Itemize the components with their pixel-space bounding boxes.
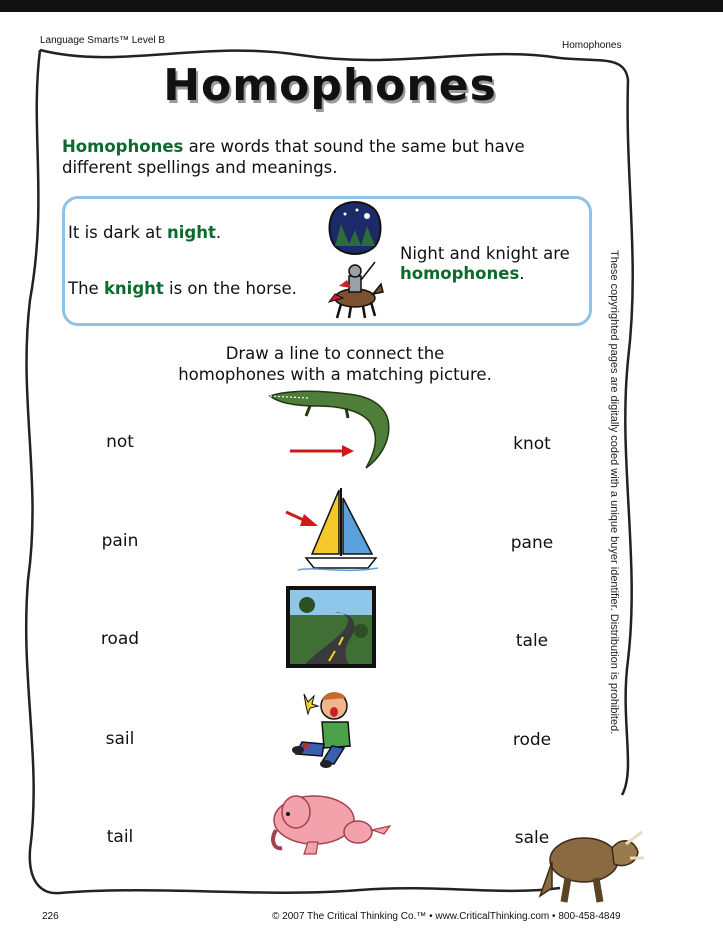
instructions-line-2: homophones with a matching picture. [178, 365, 492, 384]
intro-rest: are words that sound the same but have different spellings and meanings. [62, 137, 525, 177]
intro-text [62, 136, 542, 178]
example-line-2-end: is on the horse. [163, 279, 297, 298]
example-note-word: homophones [400, 264, 520, 283]
page-number: 226 [42, 911, 59, 922]
right-word-tale[interactable]: tale [515, 631, 549, 651]
left-word-not[interactable]: not [106, 432, 134, 452]
sailboat-icon[interactable] [284, 484, 380, 572]
header-series: Language Smarts™ Level B [40, 35, 166, 46]
right-word-pane[interactable]: pane [510, 533, 554, 553]
footer-copyright: © 2007 The Critical Thinking Co.™ • www.CriticalThinking.com • 800-458-4849 [272, 911, 621, 922]
example-line-1-end: . [215, 223, 222, 242]
example-line-1-text: It is dark at [68, 223, 167, 242]
example-note [400, 244, 590, 284]
left-word-road[interactable]: road [100, 629, 140, 649]
alligator-icon[interactable] [268, 386, 394, 474]
example-line-2 [68, 279, 297, 298]
left-word-pain[interactable]: pain [101, 531, 139, 551]
instructions [160, 343, 510, 385]
instructions-line-1: Draw a line to connect the [225, 344, 445, 363]
triceratops-icon [538, 818, 644, 906]
right-word-knot[interactable]: knot [513, 434, 551, 454]
header-topic: Homophones [562, 40, 622, 51]
hurt-boy-icon[interactable] [292, 684, 366, 770]
knight-on-horse-icon [325, 258, 385, 320]
copyright-side-notice: These copyrighted pages are digitally coded with a unique buyer identifier. Distribution is prohibited. [608, 250, 620, 735]
example-line-1 [68, 223, 221, 242]
example-word-night: night [167, 223, 216, 242]
left-word-sail[interactable]: sail [105, 729, 135, 749]
intro-term: Homophones [62, 137, 184, 156]
elephant-icon[interactable] [268, 790, 398, 858]
page-title: Homophones [163, 60, 497, 111]
example-note-text: Night and knight are [400, 244, 570, 263]
right-word-rode[interactable]: rode [512, 730, 552, 750]
right-word-sale[interactable]: sale [514, 828, 550, 848]
night-scene-icon [327, 200, 383, 256]
example-note-end: . [519, 264, 525, 283]
road-picture-icon[interactable] [285, 585, 377, 669]
example-word-knight: knight [103, 279, 164, 298]
example-line-2-text: The [68, 279, 104, 298]
left-word-tail[interactable]: tail [106, 827, 134, 847]
